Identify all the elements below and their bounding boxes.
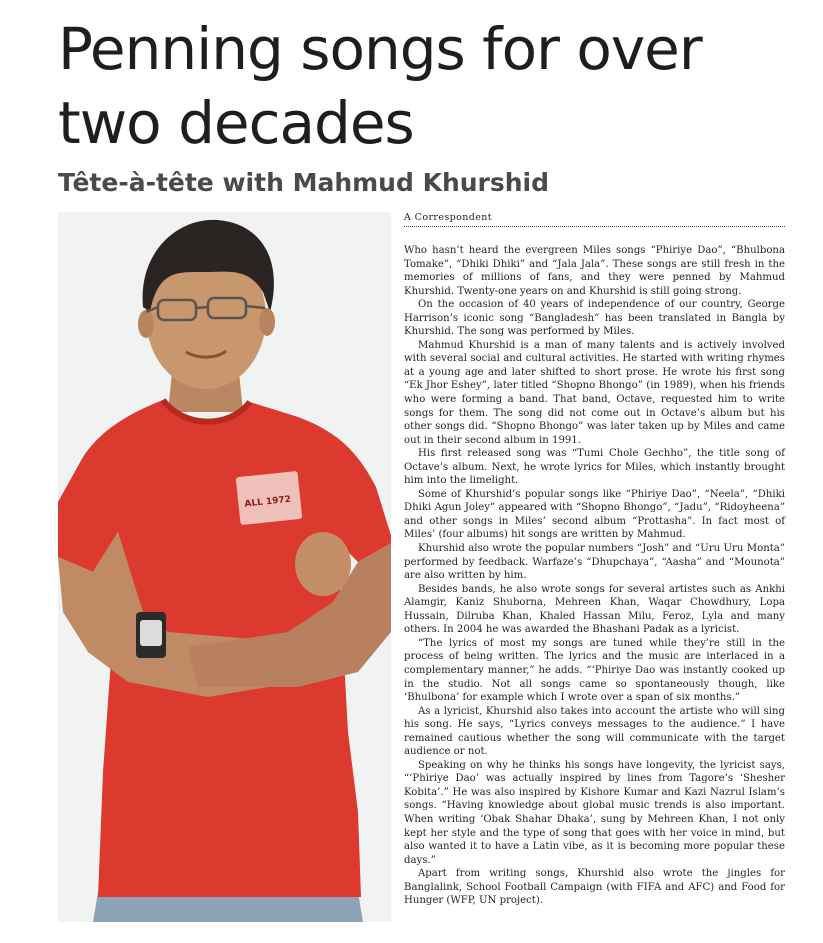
paragraph: Mahmud Khurshid is a man of many talents and is actively involved with several social and cultural activities. He started with writing rhymes at a young age and later shifted to short prose. He wrote his first song “Ek Jhor Eshey”, later titled “Shopno Bhongo” (in 1989), when his friends who were forming a band. That band, Octave, requested him to write songs for them. The song did not come out in Octave’s album but his other songs did. “Shopno Bhongo” was later taken up by Miles and came out in their second album in 1991.: [404, 339, 785, 446]
paragraph: On the occasion of 40 years of independence of our country, George Harrison’s iconic song “Bangladesh” has been translated in Bangla by Khurshid. The song was performed by Miles.: [404, 299, 785, 338]
byline: A Correspondent: [404, 212, 785, 227]
subheadline: Tête-à-tête with Mahmud Khurshid: [58, 168, 550, 197]
wristwatch: [136, 612, 166, 658]
portrait-photo: [58, 212, 391, 922]
paragraph: Apart from writing songs, Khurshid also wrote the jingles for Banglalink, School Football Campaign (with FIFA and AFC) and Food for Hunger (WFP, UN project).: [404, 868, 785, 907]
headline: Penning songs for over two decades: [58, 15, 702, 157]
shirt-badge: [236, 471, 303, 525]
article-body: [404, 244, 785, 908]
shirt-badge-text: ALL 1972: [244, 494, 292, 510]
paragraph: As a lyricist, Khurshid also takes into account the artiste who will sing his song. He says, “Lyrics conveys messages to the audience.” I have remained cautious whether the song will communicate with the target audience or not.: [404, 705, 785, 758]
paragraph: Some of Khurshid’s popular songs like “Phiriye Dao”, “Neela”, “Dhiki Dhiki Agun Joley” appeared with “Shopno Bhongo”, “Jadu”, “Ridoyheena” and other songs in Miles’ second album “Prottasha”. In fact most of Miles’ (four albums) hit songs are written by Mahmud.: [404, 488, 785, 541]
paragraph: Besides bands, he also wrote songs for several artistes such as Ankhi Alamgir, Kaniz Shuborna, Mehreen Khan, Waqar Chowdhury, Lopa Hussain, Dilruba Khan, Khaled Hassan Milu, Feroz, Lyla and many others. In 2004 he was awarded the Bhashani Padak as a lyricist.: [404, 583, 785, 636]
paragraph: Who hasn’t heard the evergreen Miles songs “Phiriye Dao”, “Bhulbona Tomake”, “Dhiki Dhiki” and “Jala Jala”. These songs are still fresh in the memories of millions of fans, and they were penned by Mahmud Khurshid. Twenty-one years on and Khurshid is still going strong.: [404, 245, 785, 297]
paragraph: Speaking on why he thinks his songs have longevity, the lyricist says, “‘Phiriye Dao’ was actually inspired by lines from Tagore’s ‘Shesher Kobita’.” He was also inspired by Kishore Kumar and Kazi Nazrul Islam’s songs. “Having knowledge about global music trends is also important. When writing ‘Obak Shahar Dhaka’, sung by Mehreen Khan, I not only kept her style and the type of song that goes with her voice in mind, but also wanted it to have a Latin vibe, as it is becoming more popular these days.”: [404, 759, 785, 866]
hand: [295, 532, 351, 596]
paragraph: “The lyrics of most my songs are tuned while they’re still in the process of being written. The lyrics and the music are interlaced in a complementary manner,” he adds. “‘Phiriye Dao was instantly cooked up in the studio. Not all songs came so spontaneously though, like ‘Bhulbona’ for example which I wrote over a span of six months.”: [404, 637, 785, 704]
paragraph: Khurshid also wrote the popular numbers “Josh” and “Uru Uru Monta” performed by feedback. Warfaze’s “Dhupchaya”, “Aasha” and “Mounota” are also written by him.: [404, 543, 785, 582]
paragraph: His first released song was “Tumi Chole Gechho”, the title song of Octave’s album. Next, he wrote lyrics for Miles, which instantly brought him into the limelight.: [404, 448, 785, 487]
